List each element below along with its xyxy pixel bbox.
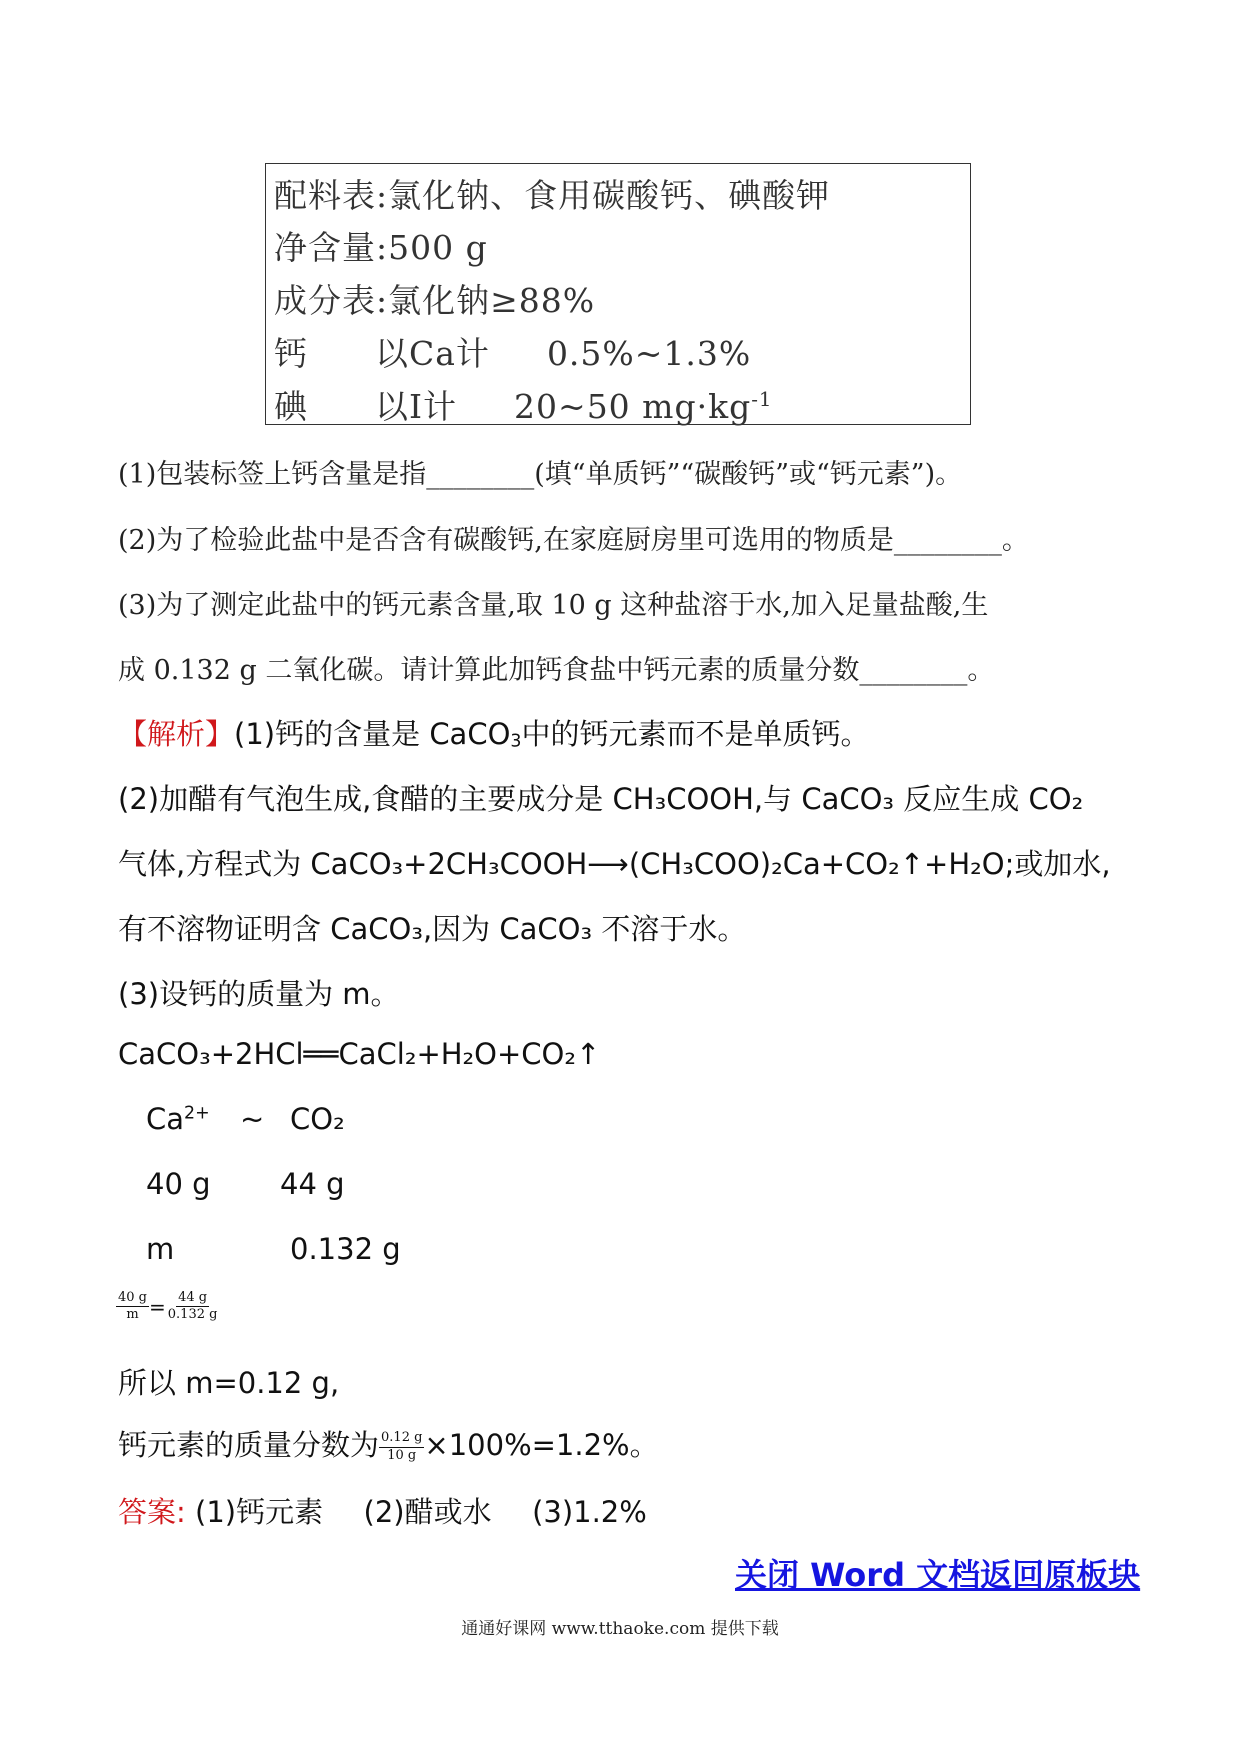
close-word-document-link[interactable]: 关闭 Word 文档返回原板块 (735, 1556, 1141, 1594)
solution-step-2-line-1: (2)加醋有气泡生成,食醋的主要成分是 CH₃COOH,与 CaCO₃ 反应生成 CO₂ (118, 782, 1084, 816)
question-3-line-2: 成 0.132 g 二氧化碳。请计算此加钙食盐中钙元素的质量分数________。 (118, 655, 995, 686)
solution-step-1: 【解析】(1)钙的含量是 CaCO$_3$中的钙元素而不是单质钙。 (118, 717, 870, 752)
calcium-range: 0.5%~1.3% (546, 334, 752, 373)
relation-tilde: ~ (240, 1102, 265, 1136)
mass-fraction-line: 钙元素的质量分数为 $\frac{0.12 g}{10 g}$ ×100%=1.2%。 (118, 1428, 659, 1463)
iodine-basis: 以I计 (375, 387, 458, 426)
ingredient-label-box (265, 163, 971, 425)
label-calcium-row (274, 328, 751, 375)
label-net-content: 净含量:500 g (274, 228, 488, 267)
mass-given: 0.132 g (290, 1232, 401, 1266)
proportion: $\frac{40 g}{m}$ = $\frac{44 g}{0.132 g}$ (118, 1290, 218, 1323)
iodine-name: 碘 (274, 387, 308, 426)
iodine-range: 20~50 mg·kg (514, 387, 752, 426)
answer-3: (3)1.2% (532, 1495, 647, 1529)
calcium-basis: 以Ca计 (375, 334, 490, 373)
relation-co2: CO₂ (290, 1102, 345, 1136)
question-3-line-1: (3)为了测定此盐中的钙元素含量,取 10 g 这种盐溶于水,加入足量盐酸,生 (118, 590, 989, 621)
relation-ca: $Ca^{2+}$ (146, 1102, 210, 1136)
chemical-equation: CaCO₃+2HCl══CaCl₂+H₂O+CO₂↑ (118, 1037, 601, 1071)
label-ingredients: 配料表:氯化钠、食用碳酸钙、碘酸钾 (274, 176, 831, 215)
solution-step-3: (3)设钙的质量为 m。 (118, 977, 400, 1011)
answer-line (118, 1490, 647, 1531)
proportion-left-fraction: $\frac{40 g}{m}$ (118, 1290, 147, 1323)
question-1: (1)包装标签上钙含量是指________(填“单质钙”“碳酸钙”或“钙元素”)。 (118, 459, 963, 490)
label-iodine-row (274, 381, 772, 428)
result-m: 所以 m=0.12 g, (118, 1366, 340, 1400)
proportion-right-fraction: $\frac{44 g}{0.132 g}$ (167, 1290, 218, 1323)
variable-m: m (146, 1232, 175, 1266)
analysis-tag: 【解析】 (118, 717, 235, 751)
footer-watermark: 通通好课网 www.tthaoke.com 提供下载 (461, 1619, 779, 1639)
solution-step-2-line-2: 气体,方程式为 CaCO₃+2CH₃COOH⟶(CH₃COO)₂Ca+CO₂↑+H₂O;或加水, (118, 847, 1111, 881)
mass-fraction-fraction: $\frac{0.12 g}{10 g}$ (381, 1430, 423, 1463)
mass-co2: 44 g (280, 1167, 345, 1201)
answer-tag: 答案: (118, 1495, 186, 1529)
answer-1: (1)钙元素 (195, 1495, 324, 1529)
mass-ca: 40 g (146, 1167, 211, 1201)
answer-2: (2)醋或水 (363, 1495, 492, 1529)
calcium-name: 钙 (274, 334, 308, 373)
label-composition: 成分表:氯化钠≥88% (274, 281, 596, 320)
iodine-unit-exponent: -1 (751, 388, 773, 412)
question-2: (2)为了检验此盐中是否含有碳酸钙,在家庭厨房里可选用的物质是________。 (118, 525, 1029, 556)
solution-step-2-line-3: 有不溶物证明含 CaCO₃,因为 CaCO₃ 不溶于水。 (118, 912, 747, 946)
